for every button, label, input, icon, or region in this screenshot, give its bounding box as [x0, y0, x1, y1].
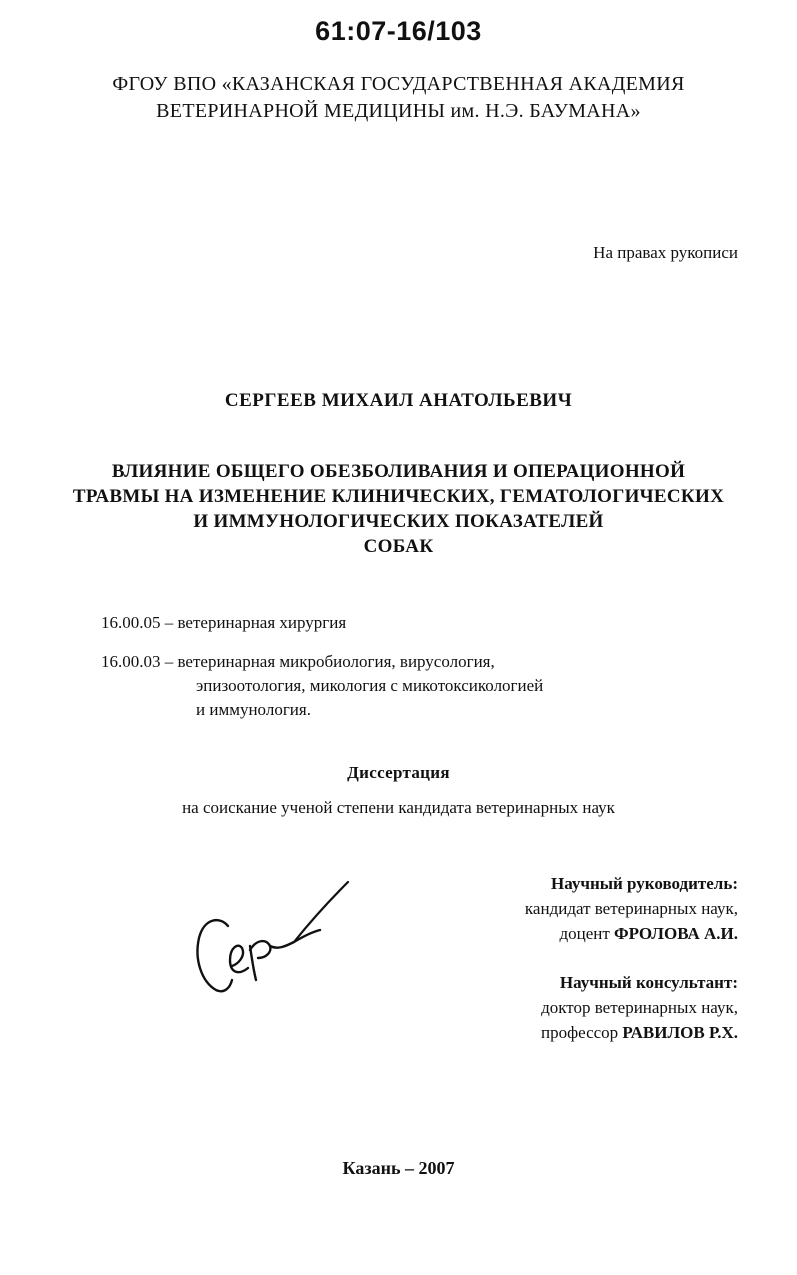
- institution-line-2: ВЕТЕРИНАРНОЙ МЕДИЦИНЫ им. Н.Э. БАУМАНА»: [156, 100, 641, 122]
- archive-code: 61:07-16/103: [315, 16, 482, 46]
- specialty-name: ветеринарная микробиология, вирусология,: [177, 652, 495, 671]
- dissertation-heading: Диссертация: [347, 763, 450, 782]
- consultant-degree: доктор ветеринарных наук,: [541, 998, 738, 1017]
- consultant-position: профессор: [540, 1023, 619, 1042]
- consultant-block: [541, 970, 738, 1045]
- supervisor-name: ФРОЛОВА А.И.: [614, 924, 738, 943]
- supervisor-label: Научный руководитель:: [551, 874, 738, 893]
- supervisor-block: [525, 871, 738, 946]
- title-line-1: ВЛИЯНИЕ ОБЩЕГО ОБЕЗБОЛИВАНИЯ И ОПЕРАЦИОННОЙ: [111, 461, 686, 482]
- author-name: СЕРГЕЕВ МИХАИЛ АНАТОЛЬЕВИЧ: [224, 390, 573, 411]
- consultant-name: РАВИЛОВ Р.Х.: [622, 1023, 738, 1042]
- consultant-label: Научный консультант:: [559, 973, 738, 992]
- institution-name: [0, 71, 797, 125]
- specialty-item: [101, 611, 346, 635]
- dissertation-subtitle: на соискание ученой степени кандидата ветеринарных наук: [182, 798, 615, 817]
- supervisor-position: доцент: [559, 924, 610, 943]
- supervisor-degree: кандидат ветеринарных наук,: [524, 899, 738, 918]
- institution-line-1: ФГОУ ВПО «КАЗАНСКАЯ ГОСУДАРСТВЕННАЯ АКАДЕМИЯ: [112, 73, 685, 95]
- title-line-2: ТРАВМЫ НА ИЗМЕНЕНИЕ КЛИНИЧЕСКИХ, ГЕМАТОЛОГИЧЕСКИХ: [72, 486, 725, 507]
- handwritten-signature: [190, 876, 360, 1001]
- manuscript-rights-note: На правах рукописи: [593, 243, 738, 262]
- city-year: Казань – 2007: [342, 1158, 455, 1178]
- specialty-code: 16.00.05: [101, 613, 161, 632]
- specialty-name-continued: и иммунология.: [196, 700, 311, 719]
- title-line-4: СОБАК: [363, 536, 434, 557]
- specialty-code: 16.00.03: [101, 652, 161, 671]
- specialty-dash: –: [164, 652, 178, 671]
- specialty-dash: –: [164, 613, 178, 632]
- specialty-name: ветеринарная хирургия: [177, 613, 347, 632]
- specialty-name-continued: эпизоотология, микология с микотоксикологией: [196, 676, 544, 695]
- specialty-item: [101, 650, 543, 722]
- title-line-3: И ИММУНОЛОГИЧЕСКИХ ПОКАЗАТЕЛЕЙ: [193, 511, 604, 532]
- dissertation-title: [0, 459, 797, 559]
